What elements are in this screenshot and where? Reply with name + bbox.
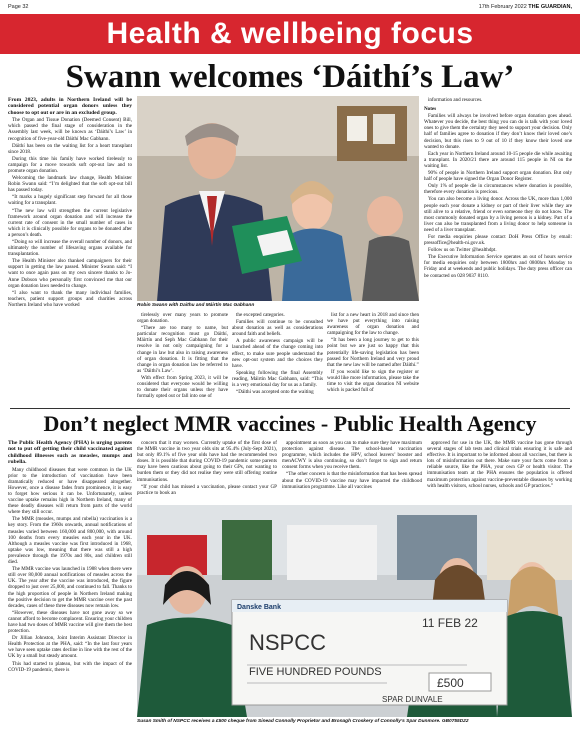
story1-column-2 (137, 312, 228, 405)
story2-caption: Susan Smith of NSPCC receives a £500 cheque from Sinead Connolly Proprietor and Bronagh Croskery of Connolly’s Spar Dunmore. GB0755D22 (137, 719, 469, 724)
section-banner: Health & wellbeing focus (0, 14, 580, 54)
story1-paragraph: list for a new heart in 2018 and since then we have put everything into raising awareness of organ donation and campaigning for the law to change. (327, 312, 419, 337)
story2-lead: The Public Health Agency (PHA) is urging parents not to put off getting their child vaccinated against childhood illnesses such as measles, mumps and rubella. (8, 440, 132, 466)
story1-paragraph: information and resources. (428, 97, 483, 103)
story1-paragraph: “Dáithí was accepted onto the waiting (236, 389, 314, 396)
story2-paragraph: Dr Jillian Johnston, Joint Interim Assistant Director in Health Protection at the PHA, said: “In the last four years we have seen uptake rates decline in line with the rest of the UK by a small but steady amount. (8, 635, 132, 660)
page-date-line (479, 4, 572, 10)
story1-paragraph: “It marks a hugely significant step forward for all those waiting for a transplant. (8, 194, 132, 207)
story1-paragraph: “I also want to thank the many individual families, teachers, patient support groups and charities across Northern Ireland who have worked (8, 289, 132, 308)
cheque-bank: Danske Bank (237, 604, 281, 611)
story1-paragraph: “The new law will strengthen the current legislative framework around organ donation and will increase the current rate of consent in the small number of cases in which it is clinically possible for organs to be donated after a person’s death. (8, 207, 132, 238)
story1-paragraph: For media enquiries please contact DoH Press Office by email: pressoffice@health-ni.gov.uk. (424, 233, 572, 247)
cheque-payee: NSPCC (249, 630, 327, 655)
story2-paragraph: approved for use in the UK, the MMR vaccine has gone through several stages of lab tests and clinical trials ensuring it is safe and effective. It is important to be informed about all vaccines, but there is lots of misinformation out there. Make sure your facts come from a reliable source, like the PHA, your own GP or health visitor. The immunisation team at the PHA ensures the population is offered maximum protection against vaccine-preventable diseases by working with health visitors, school nurses, schools and GP practices.” (427, 440, 572, 489)
story2-paragraph: appointment as soon as you can to make sure they have maximum protection against disease. The school-based vaccination programme, which includes the HPV, school leavers’ booster and menACWY is also continuing, so don’t forget to sign and return consent forms when you receive them. (282, 440, 422, 471)
story1-paragraph: 90% of people in Northern Ireland support organ donation. But only half of people have signed the Organ Donor Register. (424, 170, 572, 183)
story2-column-3 (282, 440, 422, 502)
cheque-store: SPAR DUNVALE (382, 695, 443, 704)
cheque-amount: £500 (437, 676, 464, 690)
cheque-date: 11 FEB 22 (422, 616, 478, 630)
story1-paragraph: Dáithí has been on the waiting list for a heart transplant since 2018. (8, 142, 132, 155)
story1-paragraph: You can also become a living donor. Across the UK, more than 1,000 people each year donate a kidney or part of their liver while they are still alive to a relative, friend or even someone they do not know. The most commonly donated organ by a living person is a kidney. Part of a liver can also be transplanted from a living donor to help someone in need of a liver transplant. (424, 196, 572, 233)
story1-column-3 (232, 312, 323, 405)
publication-name: THE GUARDIAN, (528, 4, 572, 10)
story2-paragraph: “The other concern is that the misinformation that has been spread about the COVID-19 vaccine may have impacted the childhood immunisation programme. Like all vaccines (282, 471, 422, 490)
cheque-amount-words: FIVE HUNDRED POUNDS (249, 666, 382, 678)
story1-paragraph: If you would like to sign the register or would like more information, please take the time to visit the organ donation NI website which is packed full of (327, 368, 419, 394)
story1-paragraph: The Health Minister also thanked campaigners for their support in getting the law passed. Minister Swann said: “I want to once again pass on my own sincere thanks to Jo-Anne Dobson who personally first convinced me that our organ donation laws needed to change. (8, 258, 132, 289)
story1-paragraph: “There are too many to name, but particular recognition must go Dáithí, Máirtín and Seph Mac Gabhann for their resolve in not only campaigning for a change in law but also in raising awareness of organ donation. It is fitting that the change in organ donation law be referred to as ‘Dáithí’s Law’. (137, 325, 228, 374)
story1-paragraph: A public awareness campaign will be launched ahead of the change coming into effect, to make sure people understand the new opt-out system and the choices they have. (232, 338, 323, 369)
story1-lead: From 2023, adults in Northern Ireland will be considered potential organ donors unless they choose to opt out or are in an excluded group. (8, 97, 132, 116)
story1-paragraph: Welcoming the landmark law change, Health Minister Robin Swann said: “I’m delighted that the soft opt-out bill has passed today. (8, 175, 132, 194)
story1-paragraph: During this time his family have worked tirelessly to campaign for a move towards soft opt-out law and to promote organ donation. (8, 155, 132, 174)
story2-paragraph: Many childhood diseases that were common in the UK prior to the introduction of vaccination have been dramatically reduced or have disappeared altogether. However, once a disease fades from prominence, it is easy to forget how serious it can be. Unfortunately, unless vaccine uptake remains high in Northern Ireland, many of these deadly diseases will return from parts of the world where they still occur. (8, 466, 132, 516)
story1-paragraph: Families will continue to be consulted about donation as well as considerations around faith and beliefs. (232, 319, 323, 338)
story1-paragraph: tirelessly over many years to promote organ donation. (137, 312, 228, 325)
story1-paragraph: “It has been a long journey to get to this point but we are just so happy that this potentially life-saving legislation has been passed for Northern Ireland and very proud that the new law will be named after Dáithí.” (327, 337, 419, 368)
page-date: 17th February 2022 (478, 4, 527, 10)
story1-paragraph: Speaking following the final Assembly reading, Máirtín Mac Gabhann, said: “This is a very emotional day for us as a family. (232, 369, 323, 389)
story2-column-1 (8, 440, 132, 732)
story1-paragraph: “Doing so will increase the overall number of donors, and ultimately the number of lifesaving organs available for transplantation. (8, 239, 132, 258)
story2-paragraph: The MMR vaccine was launched in 1988 when there were still over 80,000 annual notifications of measles across the UK. The year after the vaccine was introduced, the figure dropped to just over 25,000, and continued to fall. Thanks to the high proportion of people in Northern Ireland making the positive decision to get the MMR vaccine over the past decades, cases of these three diseases now remain low. (8, 566, 132, 609)
story1-paragraph: The Executive Information Service operates an out of hours service for media enquiries only between 1800hrs and 0800hrs Monday to Friday and at weekends and public holidays. The duty press officer can be contacted on 028 9037 8110. (424, 254, 572, 279)
story1-paragraph: The Organ and Tissue Donation (Deemed Consent) Bill, which passed the final stage of consideration in the Assembly last week, will be known as ‘Dáithí’s Law’ in recognition of five-year-old Dáithí Mac Gabhann. (8, 117, 132, 142)
story1-headline: Swann welcomes ‘Dáithí’s Law’ (65, 59, 515, 95)
story1-paragraph: Each year in Northern Ireland around 10-15 people die while awaiting a transplant. In 2020/21 there are around 115 people in NI on the waiting list. (424, 150, 572, 169)
story2-photo-image (137, 505, 572, 717)
story1-notes-heading: Notes (424, 106, 437, 113)
story2-paragraph: This had started to plateau, but with the impact of the COVID-19 pandemic, there is (8, 660, 132, 673)
story1-caption: Robin Swann with Daithu and Máirtín Mac Gabhann (137, 303, 255, 308)
story2-paragraph: “However, these diseases have not gone away so we cannot afford to become complacent. Ensuring your children have had two doses of MMR vaccine will give them the best protection. (8, 609, 132, 635)
page-number: Page 32 (8, 4, 29, 10)
story1-column-4 (327, 312, 419, 405)
page-header (8, 4, 572, 14)
story2-paragraph: concern that it may worsen. Currently uptake of the first dose of the MMR vaccine in two year olds sits at 95.4% (July-Sept 2021), but only 89.1% of five year olds have had the recommended two doses. It is possible that during COVID-19 pandemic some parents may have been cautious about going to their GPs, not wanting to burden them or they did not realise they were still offering routine immunisations. (137, 440, 277, 483)
story1-paragraph: Follow us on Twitter @healthdpt. (428, 247, 497, 254)
story2-photo (137, 505, 572, 717)
story1-column-1 (8, 97, 132, 405)
story1-column-5 (424, 97, 572, 405)
story2-column-4 (427, 440, 572, 502)
story1-paragraph: With effect from Spring 2023, it will be considered that everyone would be willing to donate their organs unless they have formally opted out or fall into one of (137, 374, 228, 400)
story1-paragraph: the excepted categories. (236, 312, 285, 318)
story1-photo-image (137, 96, 419, 301)
story1-paragraph: Families will always be involved before organ donation goes ahead. Whatever you decide, the best thing you can do is talk with your loved ones to give them the certainty they need to support your decision. Only half of families agree to donation if they don’t know their loved one’s decision, but this rises to 9 out of 10 if they know their loved one wanted to donate. (424, 113, 572, 150)
story1-photo (137, 96, 419, 301)
story2-paragraph: “If your child has missed a vaccination, please contact your GP practice to book an (137, 483, 277, 496)
section-divider (10, 408, 570, 409)
story2-headline: Don’t neglect MMR vaccines - Public Health Agency (43, 411, 537, 436)
story2-column-2 (137, 440, 277, 502)
story2-paragraph: The MMR (measles, mumps and rubella) vaccination is a key story. From the 1960s onwards, annual notifications of measles varied between 160,000 and 800,000, with around 100 deaths from every measles each year in the UK. Although a measles vaccine was first introduced in 1968, uptake was low, meaning that there was still a high prevalence through the 1970s and 80s, and children still died. (8, 516, 132, 566)
story1-paragraph: Only 1% of people die in circumstances where donation is possible, therefore every donation is precious. (424, 183, 572, 196)
